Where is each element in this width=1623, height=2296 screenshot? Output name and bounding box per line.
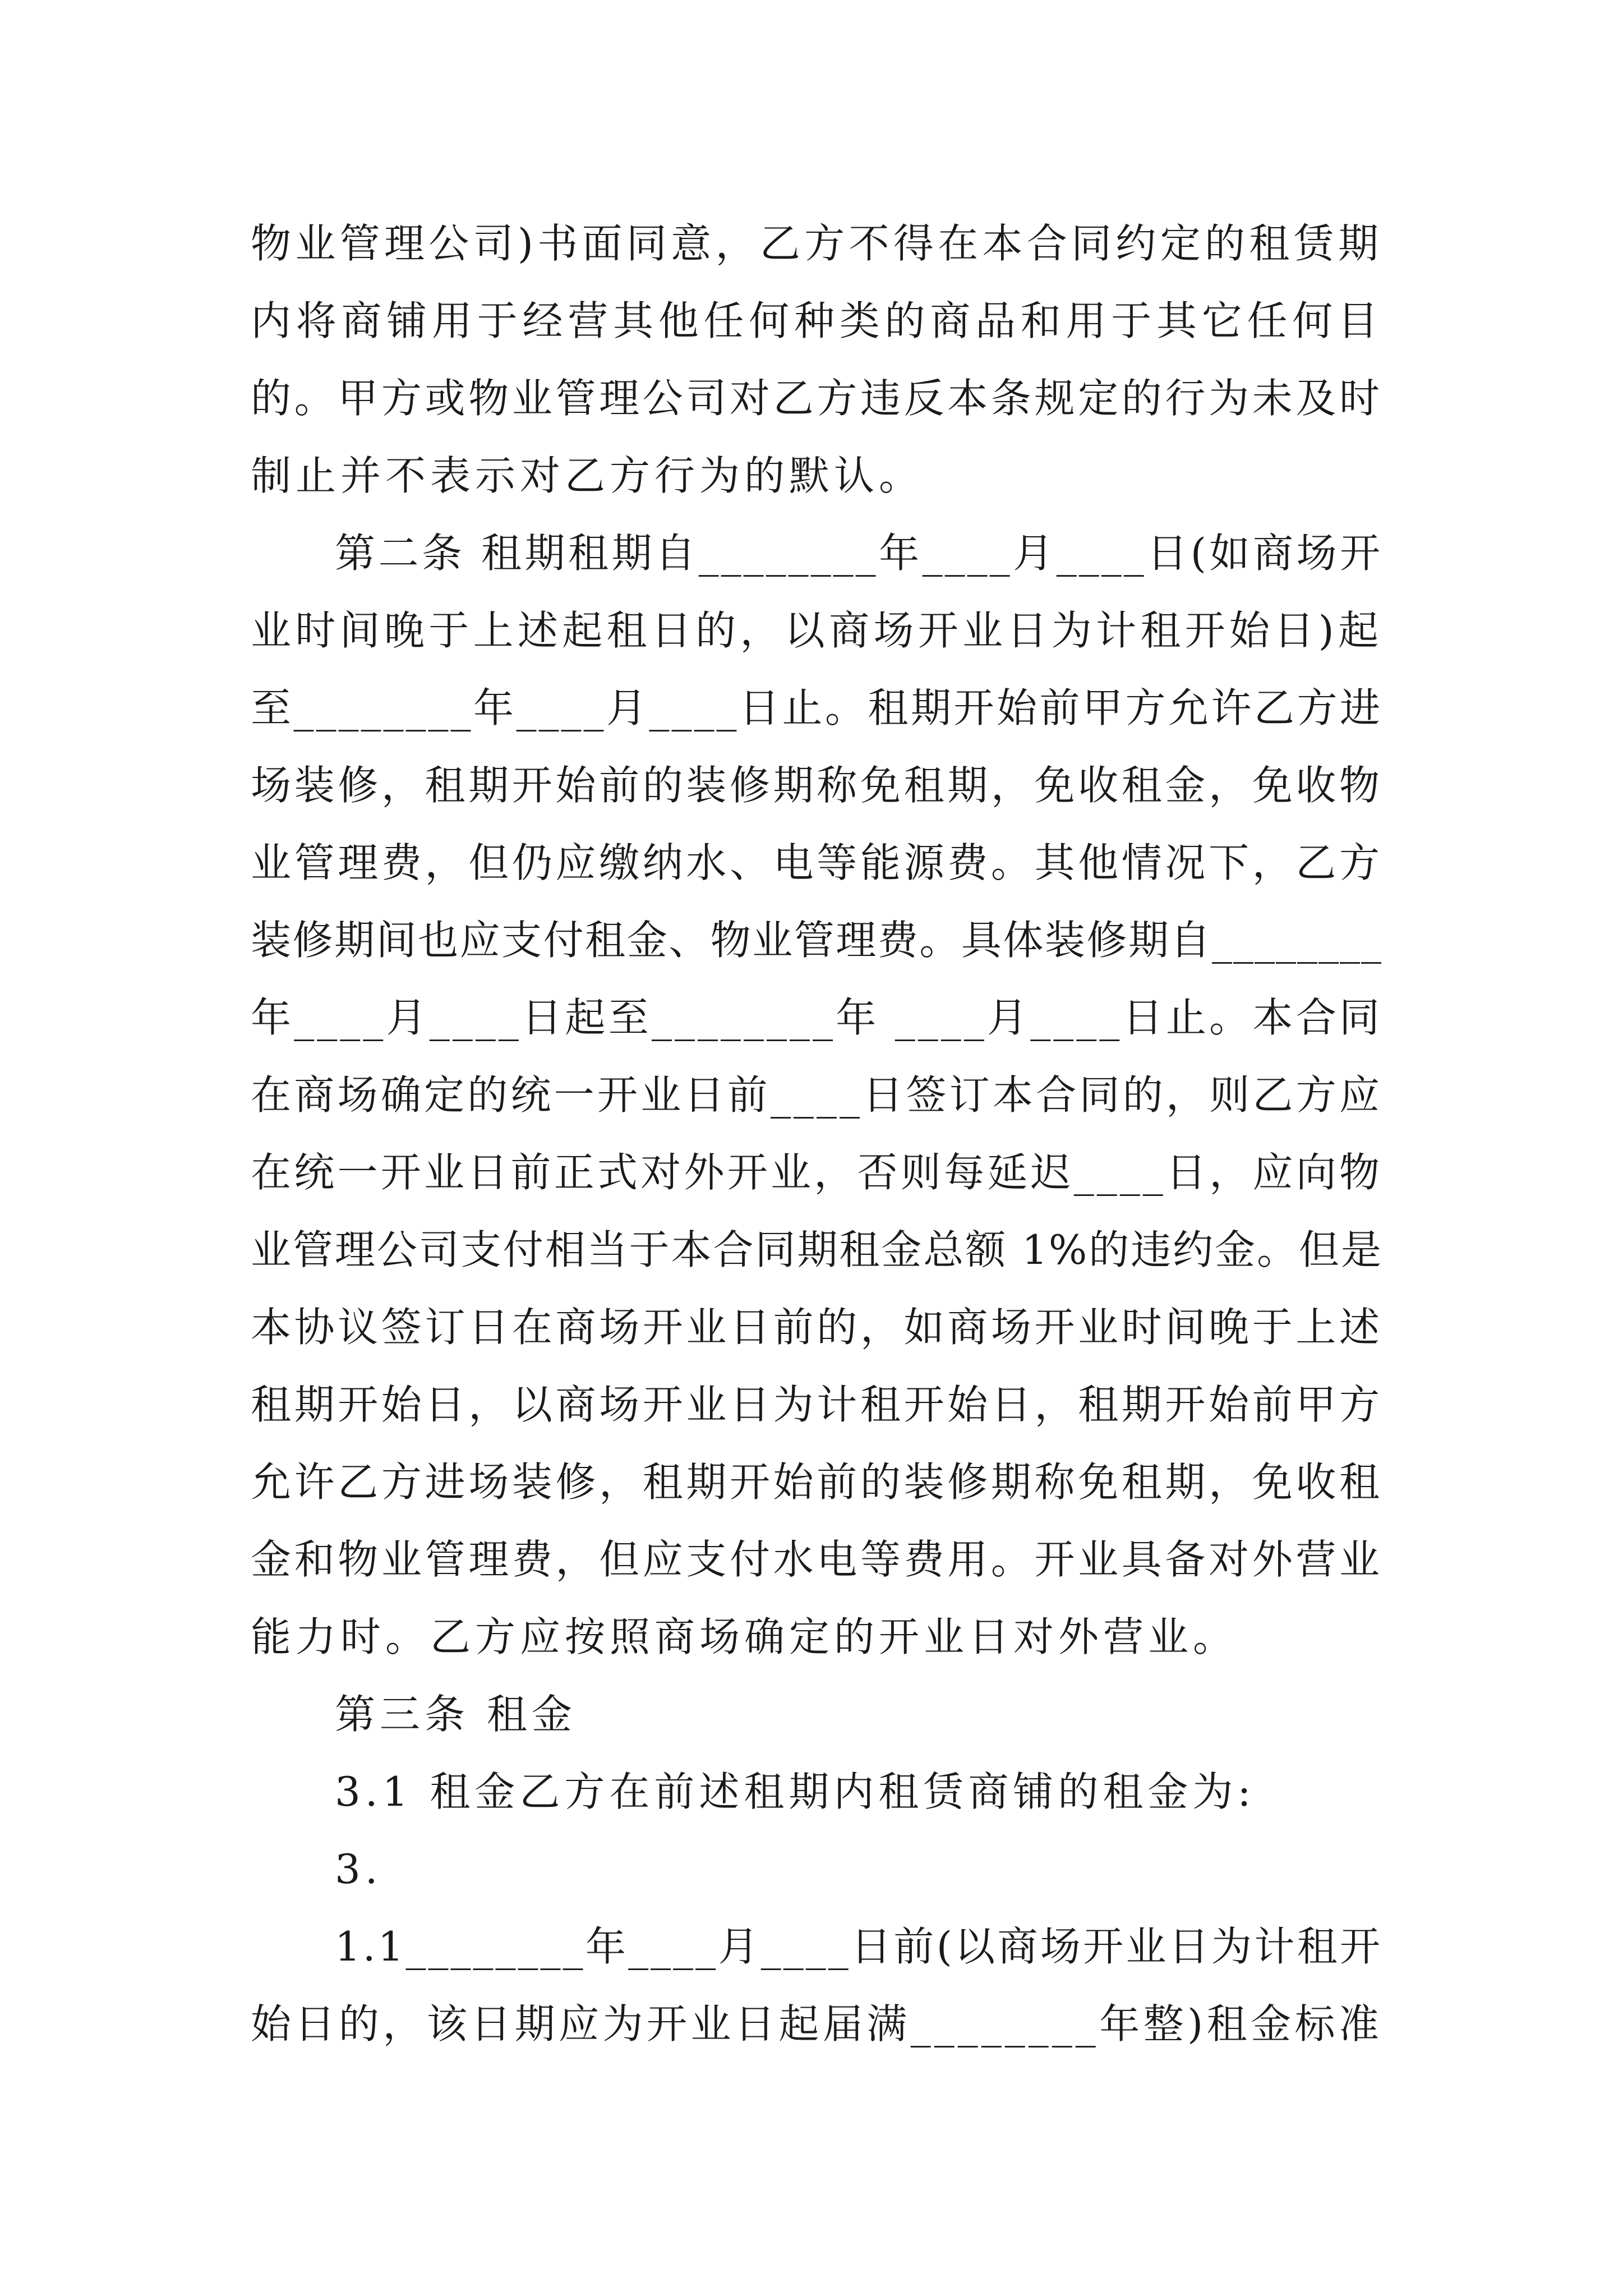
text-line: 业管理费，但仍应缴纳水、电等能源费。其他情况下，乙方 [251,839,1382,886]
text-line: 允许乙方进场装修，租期开始前的装修期称免租期，免收租 [251,1458,1382,1506]
text-line: 至________年____月____日止。租期开始前甲方允许乙方进 [251,684,1382,731]
text-line: 在统一开业日前正式对外开业，否则每延迟____日，应向物 [251,1149,1382,1196]
text-line: 第二条 租期租期自________年____月____日(如商场开 [335,530,1382,577]
document-page [251,205,1382,2063]
clause-line: 3. [335,1846,382,1893]
text-line: 本协议签订日在商场开业日前的，如商场开业时间晚于上述 [251,1304,1382,1351]
clause-line: 1.1________年____月____日前(以商场开业日为计租开 [335,1923,1382,1970]
text-line: 租期开始日，以商场开业日为计租开始日，租期开始前甲方 [251,1381,1382,1428]
text-line: 场装修，租期开始前的装修期称免租期，免收租金，免收物 [251,762,1382,809]
text-line: 始日的，该日期应为开业日起届满________年整)租金标准 [251,2000,1382,2047]
text-line: 制止并不表示对乙方行为的默认。 [251,452,924,499]
text-line: 金和物业管理费，但应支付水电等费用。开业具备对外营业 [251,1536,1382,1583]
text-line: 在商场确定的统一开业日前____日签订本合同的，则乙方应 [251,1071,1382,1119]
text-line: 能力时。乙方应按照商场确定的开业日对外营业。 [251,1613,1238,1660]
text-line: 年____月____日起至________年 ____月____日止。本合同 [251,994,1382,1041]
clause-line: 3.1 租金乙方在前述租期内租赁商铺的租金为: [335,1768,1256,1815]
text-line: 装修期间也应支付租金、物业管理费。具体装修期自________ [251,917,1382,964]
text-line: 内将商铺用于经营其他任何种类的商品和用于其它任何目 [251,297,1382,344]
text-line: 的。甲方或物业管理公司对乙方违反本条规定的行为未及时 [251,375,1382,422]
section-heading: 第三条 租金 [335,1691,577,1738]
text-line: 业管理公司支付相当于本合同期租金总额 1%的违约金。但是 [251,1226,1382,1273]
text-line: 物业管理公司)书面同意，乙方不得在本合同约定的租赁期 [251,220,1382,267]
text-line: 业时间晚于上述起租日的，以商场开业日为计租开始日)起 [251,607,1382,654]
